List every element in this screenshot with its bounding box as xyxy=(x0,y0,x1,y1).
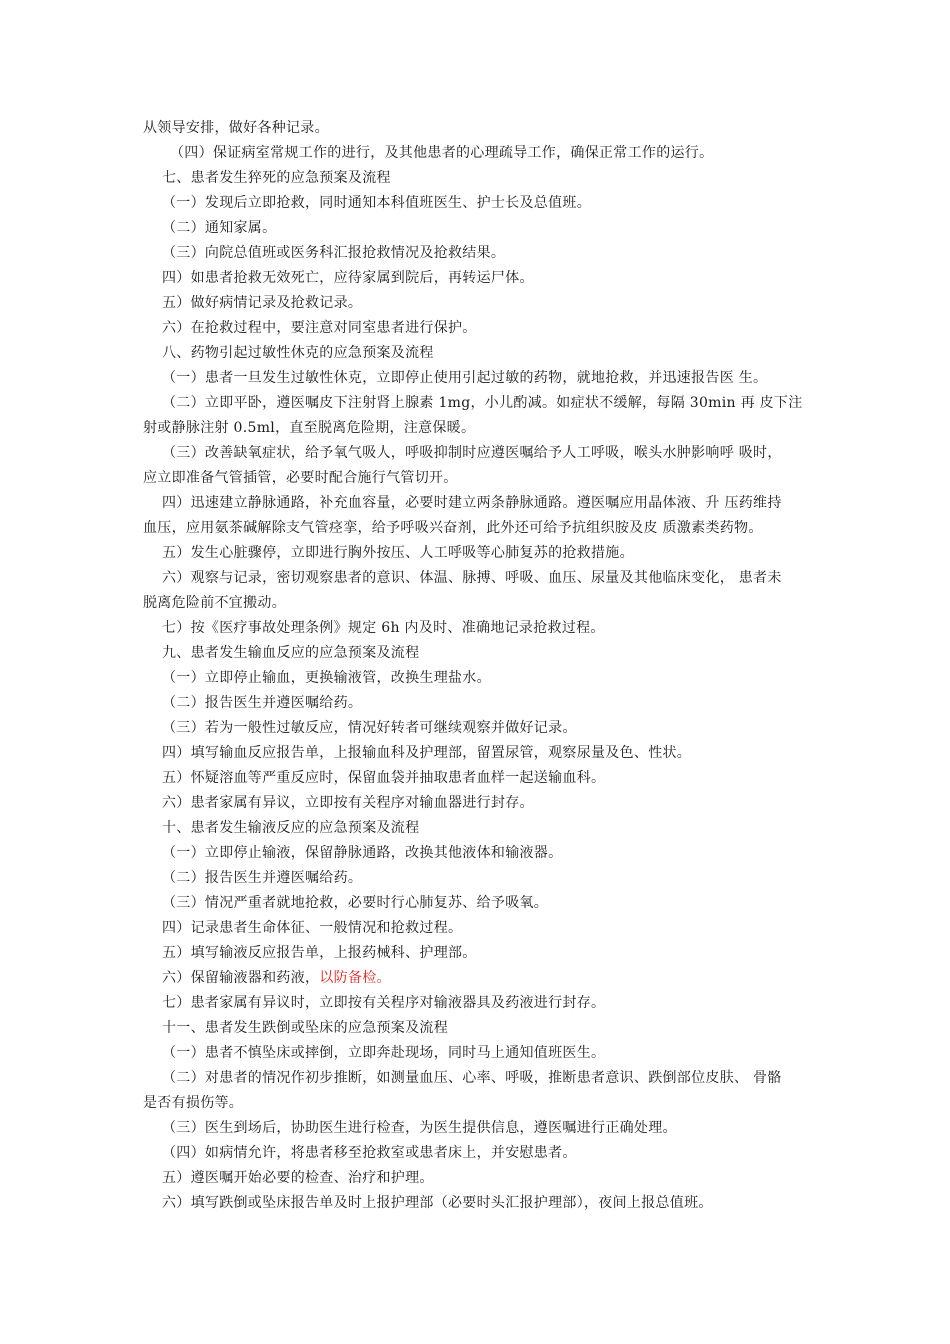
text-line-35 xyxy=(162,968,950,988)
text-line-42: （四）如病情允许，将患者移至抢救室或患者床上，并安慰患者。 xyxy=(162,1145,577,1161)
text-line-4: （一）发现后立即抢救，同时通知本科值班医生、护士长及总值班。 xyxy=(162,195,591,211)
text-line-31: （二）报告医生并遵医嘱给药。 xyxy=(162,870,363,886)
text-line-9: 六）在抢救过程中，要注意对同室患者进行保护。 xyxy=(162,320,477,336)
text-line-28: 六）患者家属有异议，立即按有关程序对输血器进行封存。 xyxy=(162,795,534,811)
highlighted-text: 以防备检。 xyxy=(319,970,391,986)
text-line-32: （三）情况严重者就地抢救，必要时行心肺复苏、给予吸氧。 xyxy=(162,895,549,911)
text-line-7: 四）如患者抢救无效死亡，应待家属到院后，再转运尸体。 xyxy=(162,270,534,286)
text-line-2: （四）保证病室常规工作的进行，及其他患者的心理疏导工作，确保正常工作的运行。 xyxy=(170,145,714,161)
text-line-17: 血压，应用氨茶碱解除支气管痉挛，给予呼吸兴奋剂，此外还可给予抗组织胺及皮 质激素类药物。 xyxy=(143,520,763,536)
text-line-25: （三）若为一般性过敏反应，情况好转者可继续观察并做好记录。 xyxy=(162,720,577,736)
text-line-20: 脱离危险前不宜搬动。 xyxy=(143,595,286,611)
text-line-5: （二）通知家属。 xyxy=(162,220,277,236)
text-line-18: 五）发生心脏骤停，立即进行胸外按压、人工呼吸等心肺复苏的抢救措施。 xyxy=(162,545,634,561)
text-line-24: （二）报告医生并遵医嘱给药。 xyxy=(162,695,363,711)
text-line-26: 四）填写输血反应报告单，上报输血科及护理部，留置尿管，观察尿量及色、性状。 xyxy=(162,745,692,761)
text-line-44: 六）填写跌倒或坠床报告单及时上报护理部（必要时头汇报护理部），夜间上报总值班。 xyxy=(162,1195,713,1211)
text-line-43: 五）遵医嘱开始必要的检查、治疗和护理。 xyxy=(162,1170,434,1186)
text-line-14: （三）改善缺氧症状，给予氧气吸人，呼吸抑制时应遵医嘱给予人工呼吸，喉头水肿影响呼 吸时， xyxy=(162,445,782,461)
text-line-11: （一）患者一旦发生过敏性休克，立即停止使用引起过敏的药物，就地抢救，并迅速报告医 生。 xyxy=(162,370,768,386)
text-line-39: （二）对患者的情况作初步推断，如测量血压、心率、呼吸，推断患者意识、跌倒部位皮肤、 骨骼 xyxy=(162,1070,782,1086)
text-line-40: 是否有损伤等。 xyxy=(143,1095,244,1111)
text-line-1: 从领导安排，做好各种记录。 xyxy=(143,120,329,136)
section-heading-11: 十一、患者发生跌倒或坠床的应急预案及流程 xyxy=(162,1020,448,1036)
text-line-21: 七）按《医疗事故处理条例》规定 6h 内及时、准确地记录抢救过程。 xyxy=(162,620,605,636)
text-line-41: （三）医生到场后，协助医生进行检查，为医生提供信息，遵医嘱进行正确处理。 xyxy=(162,1120,677,1136)
text-line-12: （二）立即平卧，遵医嘱皮下注射肾上腺素 1mg，小儿酌减。如症状不缓解，每隔 30min 再 皮下注 xyxy=(162,395,803,411)
section-heading-10: 十、患者发生输液反应的应急预案及流程 xyxy=(162,820,420,836)
text-line-34: 五）填写输液反应报告单，上报药械科、护理部。 xyxy=(162,945,477,961)
text-line-35-body: 六）保留输液器和药液， xyxy=(162,970,320,986)
text-line-36: 七）患者家属有异议时，立即按有关程序对输液器具及药液进行封存。 xyxy=(162,995,606,1011)
text-line-16: 四）迅速建立静脉通路，补充血容量，必要时建立两条静脉通路。遵医嘱应用晶体液、升 压药维持 xyxy=(162,495,782,511)
text-line-6: （三）向院总值班或医务科汇报抢救情况及抢救结果。 xyxy=(162,245,506,261)
text-line-38: （一）患者不慎坠床或摔倒，立即奔赴现场，同时马上通知值班医生。 xyxy=(162,1045,606,1061)
text-line-33: 四）记录患者生命体征、一般情况和抢救过程。 xyxy=(162,920,463,936)
text-line-30: （一）立即停止输液，保留静脉通路，改换其他液体和输液器。 xyxy=(162,845,563,861)
section-heading-7: 七、患者发生猝死的应急预案及流程 xyxy=(162,170,391,186)
text-line-27: 五）怀疑溶血等严重反应时，保留血袋并抽取患者血样一起送输血科。 xyxy=(162,770,606,786)
text-line-8: 五）做好病情记录及抢救记录。 xyxy=(162,295,363,311)
section-heading-8: 八、药物引起过敏性休克的应急预案及流程 xyxy=(162,345,434,361)
text-line-13: 射或静脉注射 0.5ml，直至脱离危险期，注意保暖。 xyxy=(143,420,476,436)
section-heading-9: 九、患者发生输血反应的应急预案及流程 xyxy=(162,645,420,661)
text-line-23: （一）立即停止输血，更换输液管，改换生理盐水。 xyxy=(162,670,491,686)
text-line-15: 应立即准备气管插管，必要时配合施行气管切开。 xyxy=(143,470,458,486)
text-line-19: 六）观察与记录，密切观察患者的意识、体温、脉搏、呼吸、血压、尿量及其他临床变化， 患者未 xyxy=(162,570,782,586)
